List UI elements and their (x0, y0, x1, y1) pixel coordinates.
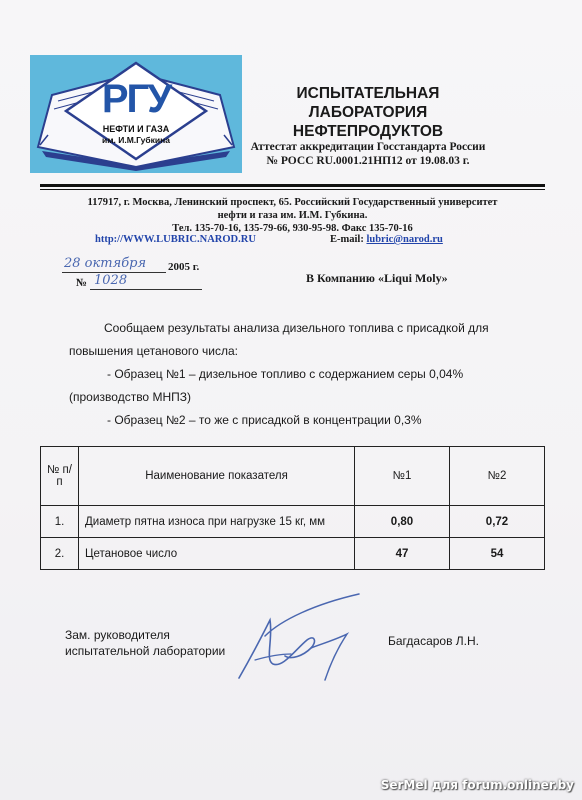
sample-description: - Образец №2 – то же с присадкой в концентрации 0,3% (107, 413, 422, 427)
sample2-value: 54 (450, 538, 545, 570)
accreditation-info (226, 140, 510, 168)
results-table (40, 446, 545, 570)
header-divider-thick (40, 184, 545, 187)
sample2-value: 0,72 (450, 506, 545, 538)
indicator-name: Диаметр пятна износа при нагрузке 15 кг, мм (79, 506, 355, 538)
intro-line: повышения цетанового числа: (69, 344, 238, 358)
lab-title-line: НЕФТЕПРОДУКТОВ (292, 123, 444, 140)
indicator-name: Цетановое число (79, 538, 355, 570)
lab-title-line: ИСПЫТАТЕЛЬНАЯ (296, 85, 440, 102)
date-year: 2005 г. (168, 261, 200, 273)
accreditation-line: № РОСС RU.0001.21НП12 от 19.08.03 г. (266, 155, 470, 167)
address-line: 117917, г. Москва, Ленинский проспект, 65. Российский Государственный университет (87, 197, 498, 208)
accreditation-line: Аттестат аккредитации Госстандарта России (250, 141, 486, 153)
column-header: №1 (355, 447, 450, 506)
logo-subtitle-line2: им. И.М.Губкина (102, 135, 170, 145)
position-line: испытательной лаборатории (65, 644, 226, 658)
email-contact (330, 234, 443, 245)
position-line: Зам. руководителя (65, 628, 170, 642)
recipient: В Компанию «Liqui Moly» (306, 271, 448, 285)
signatory-position (65, 627, 225, 659)
table-row (41, 538, 545, 570)
logo-abbreviation: РГУ (101, 77, 171, 121)
column-header: № п/п (41, 447, 79, 506)
university-logo (30, 55, 242, 173)
handwritten-signature (225, 590, 375, 685)
column-header: №2 (450, 447, 545, 506)
lab-title (250, 84, 486, 141)
intro-line: Сообщаем результаты анализа дизельного топлива с присадкой для (104, 321, 489, 335)
logo-subtitle-line1: НЕФТИ И ГАЗА (102, 124, 170, 134)
table-header-row (41, 447, 545, 506)
email-label: E-mail: (330, 234, 364, 245)
handwritten-date: 28 октября (64, 256, 147, 271)
lab-title-line: ЛАБОРАТОРИЯ (308, 104, 428, 121)
header-divider-thin (40, 189, 545, 190)
signatory-name: Багдасаров Л.Н. (388, 634, 480, 648)
website-link[interactable]: http://WWW.LUBRIC.NAROD.RU (95, 234, 256, 245)
sample1-value: 47 (355, 538, 450, 570)
outgoing-number-label: № (76, 277, 88, 289)
table-row (41, 506, 545, 538)
email-link[interactable]: lubric@narod.ru (366, 234, 443, 245)
sample-description: - Образец №1 – дизельное топливо с содержанием серы 0,04% (107, 367, 464, 381)
forum-watermark: SerMel для forum.onliner.by (380, 778, 574, 792)
row-number: 2. (41, 538, 79, 570)
number-underline (90, 289, 202, 290)
sample-description: (производство МНПЗ) (69, 390, 191, 404)
handwritten-outgoing-number: 1028 (94, 273, 128, 288)
address-line: Тел. 135-70-16, 135-79-66, 930-95-98. Факс 135-70-16 (172, 223, 413, 234)
row-number: 1. (41, 506, 79, 538)
column-header: Наименование показателя (79, 447, 355, 506)
postal-address (40, 196, 545, 235)
sample1-value: 0,80 (355, 506, 450, 538)
address-line: нефти и газа им. И.М. Губкина. (217, 210, 368, 221)
